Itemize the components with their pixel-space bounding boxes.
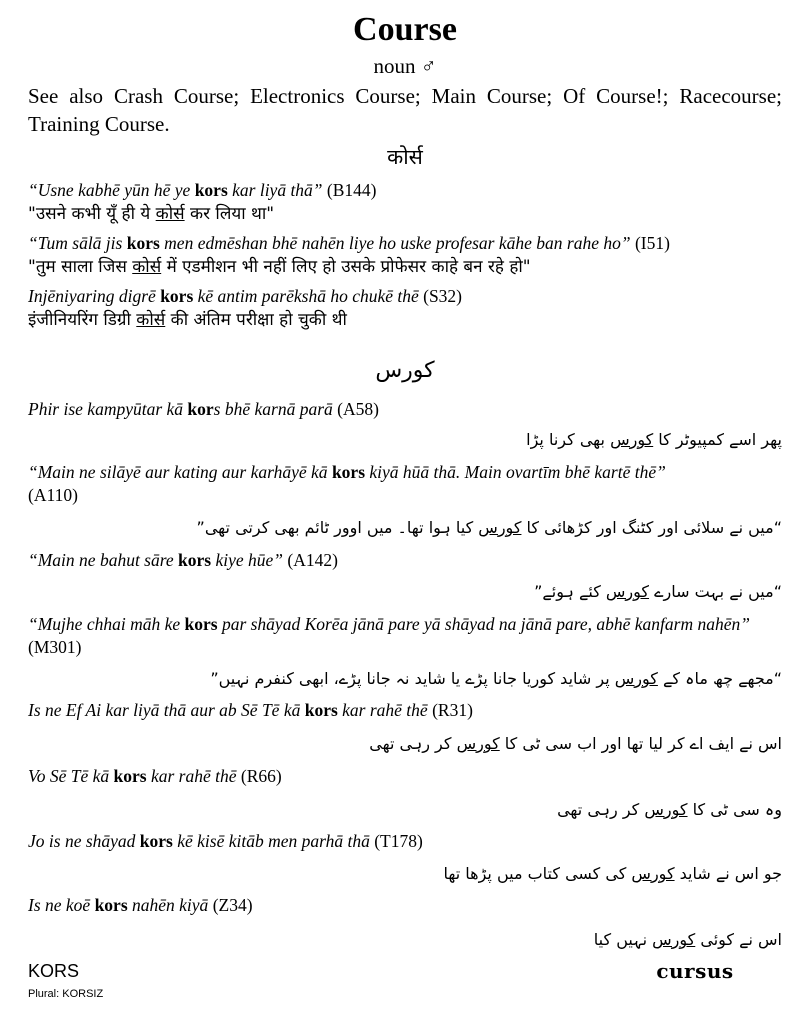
text-segment: Is ne koē [28,895,95,915]
urdu-example-6-text [12,798,782,822]
keyword: کورس [614,669,658,688]
hindi-example-1-transliteration [28,179,798,202]
text-segment: "उसने कभी यूँ ही ये [28,204,156,224]
source-reference: (R66) [240,766,282,786]
keyword: kors [184,614,218,634]
urdu-example-2-transliteration [28,461,788,507]
text-segment: کر رہی تھی [369,734,457,753]
part-of-speech-label: noun [373,54,416,78]
keyword: کورس [605,582,650,601]
source-reference: (A58) [337,399,379,419]
urdu-example-3-text [12,580,782,604]
text-segment: "तुम साला जिस [28,257,133,277]
urdu-example-5-text [12,732,782,756]
source-reference: (I51) [634,233,670,253]
keyword: kors [113,766,147,786]
keyword: कोर्स [155,204,185,224]
urdu-example-7-transliteration [28,830,798,853]
text-segment: کیا ہوا تھا۔ میں اوور ٹائم بھی کرتی تھی” [196,518,479,537]
keyword: kors [139,831,173,851]
hindi-example-3-transliteration [28,285,798,308]
urdu-example-8-text [12,928,782,952]
etymon-blackletter: cursus [656,959,734,983]
hindi-example-2-transliteration [28,232,798,255]
keyword: کورس [456,734,500,753]
text-segment: وہ سی ٹی کا [687,800,782,819]
entry-title: Course [353,11,457,48]
text-segment: پھر اسے کمپیوٹر کا [653,430,782,449]
keyword: kors [178,550,212,570]
text-segment: कर लिया था" [184,204,275,224]
keyword: kors [304,700,338,720]
source-reference: (T178) [374,831,423,851]
text-segment: kar liyā thā” [227,180,323,200]
text-segment: “میں نے سلائی اور کٹنگ اور کڑھائی کا [521,518,782,537]
urdu-example-1-text [12,428,782,452]
text-segment: Injēniyaring digrē [28,286,161,306]
keyword: کورس [478,518,522,537]
text-segment: پر شاید کوریا جانا پڑے یا شاید نہ جانا پڑے، ابھی کنفرم نہیں” [210,669,615,688]
keyword: kors [160,286,194,306]
text-segment: kiyā hūā thā. Main ovartīm bhē kartē thē” [365,462,666,482]
source-reference: (A142) [287,550,338,570]
text-segment: کی کسی کتاب میں پڑھا تھا [443,864,632,883]
keyword: कोर्स [132,257,162,277]
keyword: کورس [631,864,675,883]
urdu-example-4-transliteration [28,613,788,659]
source-reference: (S32) [423,286,463,306]
text-segment: par shāyad Korēa jānā pare yā shāyad na jānā pare, abhē kanfarm nahēn” [217,614,750,634]
male-gender-icon: ♂ [420,54,437,78]
urdu-example-1-transliteration [28,398,798,421]
urdu-example-6-transliteration [28,765,798,788]
text-segment: Vo Sē Tē kā [28,766,114,786]
see-also-text: See also Crash Course; Electronics Course; Main Course; Of Course!; Racecourse; Training Course. [28,84,782,136]
keyword: kors [126,233,160,253]
keyword: کورس [644,800,688,819]
text-segment: “میں نے بہت سارے [649,582,782,601]
text-segment: بھی کرنا پڑا [526,430,611,449]
source-reference: (A110) [28,485,78,505]
text-segment: kē antim parēkshā ho chukē thē [193,286,419,306]
text-segment: “Mujhe chhai māh ke [28,614,185,634]
text-segment: s bhē karnā parā [213,399,333,419]
urdu-example-4-text [12,667,782,691]
text-segment: اس نے ایف اے کر لیا تھا اور اب سی ٹی کا [499,734,782,753]
urdu-example-5-transliteration [28,699,798,722]
text-segment: “مجھے چھ ماہ کے [657,669,782,688]
headword-caps: KORS [28,961,80,981]
urdu-example-3-transliteration [28,549,798,572]
text-segment: “Main ne silāyē aur kating aur karhāyē kā [28,462,332,482]
text-segment: में एडमीशन भी नहीं लिए हो उसके प्रोफेसर काहे बन रहे हो" [161,257,531,277]
keyword: kors [194,180,228,200]
text-segment: men edmēshan bhē nahēn liye ho uske profesar kāhe ban rahe ho” [159,233,631,253]
plural-value: KORSIZ [62,988,104,1000]
hindi-example-2-text [28,255,798,279]
plural-label: Plural: [28,988,63,1000]
source-reference: (Z34) [212,895,253,915]
keyword: कोर्स [136,310,166,330]
hindi-example-1-text [28,202,798,226]
text-segment: کئے ہوئے” [534,582,606,601]
text-segment: نہیں کیا [593,930,653,949]
source-reference: (M301) [28,637,82,657]
text-segment: kiye hūe” [211,550,284,570]
part-of-speech [0,52,810,80]
keyword: کورس [652,930,696,949]
text-segment: جو اس نے شاید [674,864,782,883]
text-segment: اس نے کوئی [695,930,782,949]
text-segment: kē kisē kitāb men parhā thā [172,831,370,851]
text-segment: “Main ne bahut sāre [28,550,179,570]
urdu-example-7-text [12,862,782,886]
hindi-heading: कोर्स [387,145,423,169]
text-segment: nahēn kiyā [127,895,209,915]
source-reference: (B144) [326,180,377,200]
keyword: kors [331,462,365,482]
urdu-example-8-transliteration [28,894,798,917]
hindi-example-3-text [28,308,798,332]
keyword: kor [187,399,214,419]
keyword: کورس [610,430,654,449]
text-segment: की अंतिम परीक्षा हो चुकी थी [165,310,347,330]
text-segment: Phir ise kampyūtar kā [28,399,188,419]
keyword: kors [94,895,128,915]
text-segment: “Tum sālā jis [28,233,127,253]
urdu-heading: کورس [375,358,435,383]
source-reference: (R31) [432,700,473,720]
text-segment: kar rahē thē [146,766,237,786]
text-segment: کر رہی تھی [557,800,645,819]
text-segment: kar rahē thē [337,700,428,720]
text-segment: “Usne kabhē yūn hē ye [28,180,195,200]
plural-form [28,987,103,1001]
text-segment: Is ne Ef Ai kar liyā thā aur ab Sē Tē kā [28,700,305,720]
text-segment: Jo is ne shāyad [28,831,140,851]
urdu-example-2-text [12,516,782,540]
text-segment: इंजीनियरिंग डिग्री [28,310,137,330]
